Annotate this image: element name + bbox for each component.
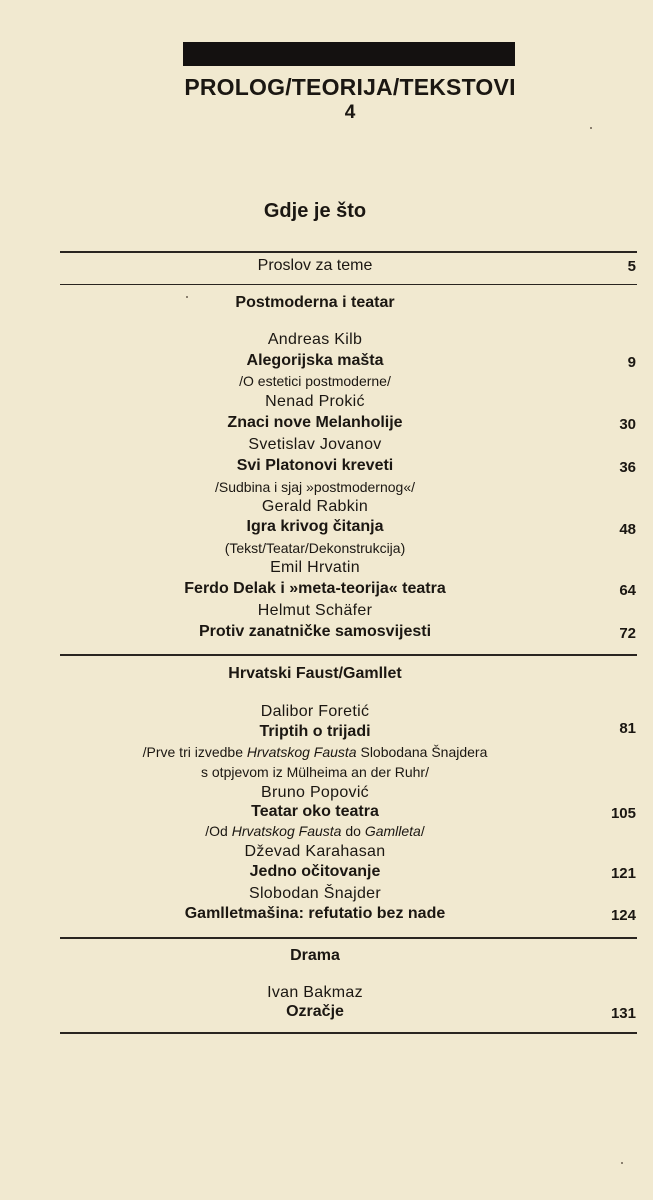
entry-author: Slobodan Šnajder: [248, 885, 381, 902]
section-heading: Postmoderna i teatar: [235, 294, 395, 311]
entry-subtitle: /Od Hrvatskog Fausta do Gamlleta/: [205, 823, 425, 839]
divider: [60, 284, 637, 285]
entry-page: 131: [610, 1005, 636, 1022]
entry-author: Svetislav Jovanov: [248, 436, 382, 453]
entry-title: Ozračje: [286, 1003, 344, 1020]
intro-title: Proslov za teme: [257, 257, 373, 274]
entry-page: 124: [610, 907, 636, 924]
divider: [60, 251, 637, 253]
entry-author: Nenad Prokić: [265, 393, 365, 410]
entry-title: Svi Platonovi kreveti: [236, 457, 394, 474]
entry-page: 64: [619, 582, 636, 599]
entry-page: 81: [619, 720, 636, 737]
entry-subtitle: /Prve tri izvedbe Hrvatskog Fausta Slobodana Šnajdera: [142, 744, 488, 760]
journal-title: PROLOG/TEORIJA/TEKSTOVI: [184, 74, 516, 100]
entry-author: Gerald Rabkin: [261, 498, 369, 515]
section-heading: Hrvatski Faust/Gamllet: [228, 665, 402, 682]
entry-title: Igra krivog čitanja: [246, 518, 384, 535]
entry-title: Teatar oko teatra: [251, 803, 379, 820]
paper-speck: [621, 1162, 623, 1164]
entry-author: Dalibor Foretić: [260, 703, 370, 720]
entry-title: Jedno očitovanje: [249, 863, 381, 880]
entry-title: Znaci nove Melanholije: [227, 414, 403, 431]
entry-title: Gamlletmašina: refutatio bez nade: [184, 905, 446, 922]
divider: [60, 1032, 637, 1034]
paper-speck: [590, 127, 592, 129]
entry-page: 72: [619, 625, 636, 642]
entry-page: 30: [619, 416, 636, 433]
entry-author: Dževad Karahasan: [244, 843, 386, 860]
entry-title: Alegorijska mašta: [246, 352, 384, 369]
entry-page: 105: [610, 805, 636, 822]
entry-page: 9: [627, 354, 636, 371]
entry-title: Ferdo Delak i »meta-teorija« teatra: [184, 580, 446, 597]
entry-author: Andreas Kilb: [267, 331, 363, 348]
entry-subtitle-cont: s otpjevom iz Mülheima an der Ruhr/: [201, 764, 429, 780]
issue-number: 4: [344, 102, 356, 123]
divider: [60, 654, 637, 656]
header-bar: [183, 42, 515, 66]
entry-author: Ivan Bakmaz: [267, 984, 363, 1001]
entry-subtitle: (Tekst/Teatar/Dekonstrukcija): [224, 540, 406, 556]
entry-author: Bruno Popović: [261, 784, 369, 801]
entry-title: Triptih o trijadi: [259, 723, 371, 740]
entry-page: 121: [610, 865, 636, 882]
entry-page: 36: [619, 459, 636, 476]
intro-page: 5: [627, 258, 636, 275]
section-heading: Drama: [290, 947, 340, 964]
entry-author: Helmut Schäfer: [257, 602, 373, 619]
entry-subtitle: /Sudbina i sjaj »postmodernog«/: [214, 479, 416, 495]
contents-heading: Gdje je što: [263, 200, 367, 222]
entry-title: Protiv zanatničke samosvijesti: [198, 623, 432, 640]
divider: [60, 937, 637, 939]
entry-page: 48: [619, 521, 636, 538]
entry-author: Emil Hrvatin: [270, 559, 360, 576]
entry-subtitle: /O estetici postmoderne/: [239, 373, 391, 389]
paper-speck: [186, 296, 188, 298]
